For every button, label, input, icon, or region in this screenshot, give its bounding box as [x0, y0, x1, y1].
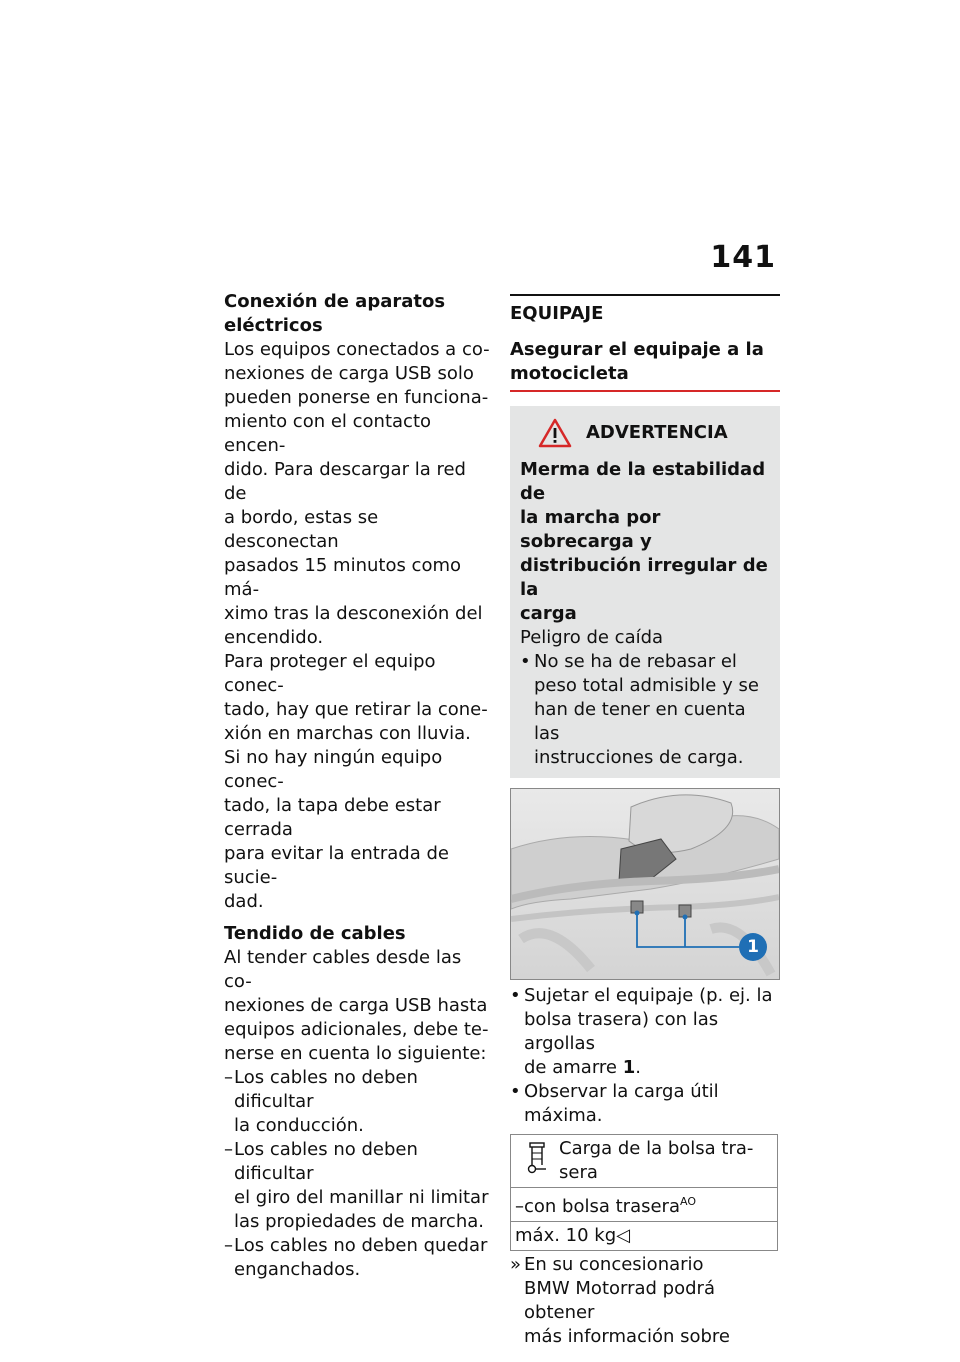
text-part: de amarre: [524, 1057, 623, 1078]
text-part: con bolsa trasera: [524, 1196, 680, 1217]
text-line: dad.: [224, 891, 264, 912]
bullet-marker: •: [520, 651, 531, 672]
list-item: [224, 1234, 490, 1282]
text-line: enganchados.: [234, 1259, 361, 1280]
text-line: nexiones de carga USB solo: [224, 363, 474, 384]
left-column: [224, 290, 490, 1282]
warning-bullets: [520, 650, 770, 770]
table-row: [511, 1135, 778, 1188]
dash-marker: –: [224, 1067, 233, 1088]
bullet-marker: •: [510, 985, 521, 1006]
text-line: nerse en cuenta lo siguiente:: [224, 1043, 487, 1064]
paragraph-usb: [224, 338, 490, 650]
heading-line: Conexión de aparatos: [224, 291, 446, 312]
heading-line: motocicleta: [510, 363, 629, 384]
text-line: Los cables no deben dificultar: [234, 1139, 418, 1184]
text-line: Para proteger el equipo conec-: [224, 651, 436, 696]
text-part: .: [635, 1057, 641, 1078]
table-row: [511, 1222, 778, 1251]
warning-box: [510, 406, 780, 778]
text-line: a bordo, estas se desconectan: [224, 507, 379, 552]
text-line: instrucciones de carga.: [534, 747, 744, 768]
section-header: [510, 294, 780, 326]
text-line: la conducción.: [234, 1115, 364, 1136]
heading-line: Merma de la estabilidad de: [520, 459, 766, 504]
text-line: En su concesionario: [524, 1254, 704, 1275]
luggage-figure: [510, 788, 780, 980]
dash-marker: –: [515, 1196, 524, 1217]
text-line: tado, la tapa debe estar cerrada: [224, 795, 441, 840]
text-line: las propiedades de marcha.: [234, 1211, 484, 1232]
text-line: Si no hay ningún equipo conec-: [224, 747, 443, 792]
bullet-marker: •: [510, 1081, 521, 1102]
subsection-title: [510, 338, 780, 392]
text-line: el giro del manillar ni limitar: [234, 1187, 489, 1208]
list-item: [510, 1253, 780, 1349]
text-line: dido. Para descargar la red de: [224, 459, 466, 504]
text-line: bolsa trasera) con las argollas: [524, 1009, 719, 1054]
list-item: [510, 984, 780, 1080]
dash-marker: –: [224, 1235, 233, 1256]
table-cell: [511, 1188, 778, 1222]
table-cell: [511, 1135, 778, 1188]
text-line: peso total admisible y se: [534, 675, 759, 696]
warning-header: [520, 418, 770, 448]
text-line: miento con el contacto encen-: [224, 411, 432, 456]
text-line: Los cables no deben dificultar: [234, 1067, 418, 1112]
text-line: para evitar la entrada de sucie-: [224, 843, 449, 888]
warning-triangle-icon: [538, 418, 572, 448]
text-line: tado, hay que retirar la cone-: [224, 699, 488, 720]
section-heading-electrical: [224, 290, 490, 338]
table-row: [511, 1188, 778, 1222]
text-line: nexiones de carga USB hasta: [224, 995, 488, 1016]
text-line: Los equipos conectados a co-: [224, 339, 490, 360]
load-spec-table: [510, 1134, 778, 1251]
text-line: Carga de la bolsa tra-: [559, 1138, 754, 1159]
list-item: [510, 1080, 780, 1128]
paragraph-cables-intro: [224, 946, 490, 1066]
text-line: Los cables no deben quedar: [234, 1235, 488, 1256]
text-line: Observar la carga útil máxima.: [524, 1081, 719, 1126]
paragraph-cover: [224, 746, 490, 914]
dealer-note: [510, 1253, 780, 1349]
cables-heading: Tendido de cables: [224, 923, 406, 944]
option-code: AO: [679, 1195, 696, 1208]
text-line: No se ha de rebasar el: [534, 651, 737, 672]
text-line: sera: [559, 1162, 598, 1183]
list-item: [520, 650, 770, 770]
text-line: han de tener en cuenta las: [534, 699, 746, 744]
dash-marker: –: [224, 1139, 233, 1160]
text-line: [524, 1056, 780, 1080]
page-number: 141: [710, 240, 776, 275]
luggage-bullets: [510, 984, 780, 1128]
text-line: más información sobre: [524, 1326, 731, 1347]
section-title: EQUIPAJE: [510, 303, 604, 324]
heading-line: Asegurar el equipaje a la: [510, 339, 764, 360]
heading-line: eléctricos: [224, 315, 323, 336]
reference-number: 1: [622, 1057, 636, 1078]
text-line: ximo tras la desconexión del: [224, 603, 483, 624]
text-line: BMW Motorrad podrá obtener: [524, 1278, 715, 1323]
heading-line: distribución irregular de la: [520, 555, 768, 600]
text-line: pasados 15 minutos como má-: [224, 555, 462, 600]
list-item: [224, 1138, 490, 1234]
text-line: equipos adicionales, debe te-: [224, 1019, 489, 1040]
heading-line: la marcha por sobrecarga y: [520, 507, 661, 552]
note-marker: »: [510, 1254, 522, 1275]
warning-danger: Peligro de caída: [520, 627, 664, 648]
text-line: encendido.: [224, 627, 324, 648]
table-cell: máx. 10 kg◁: [511, 1222, 778, 1251]
list-item: [224, 1066, 490, 1138]
text-line: pueden ponerse en funciona-: [224, 387, 489, 408]
warning-label: ADVERTENCIA: [586, 422, 728, 443]
warning-title: [520, 458, 770, 626]
text-line: Sujetar el equipaje (p. ej. la: [524, 985, 773, 1006]
weight-load-icon: [526, 1141, 548, 1175]
text-line: xión en marchas con lluvia.: [224, 723, 471, 744]
heading-line: carga: [520, 603, 577, 624]
cables-list: [224, 1066, 490, 1282]
text-line: Al tender cables desde las co-: [224, 947, 462, 992]
right-column: [510, 290, 780, 1349]
figure-callout-1: 1: [747, 937, 759, 957]
paragraph-rain: [224, 650, 490, 746]
